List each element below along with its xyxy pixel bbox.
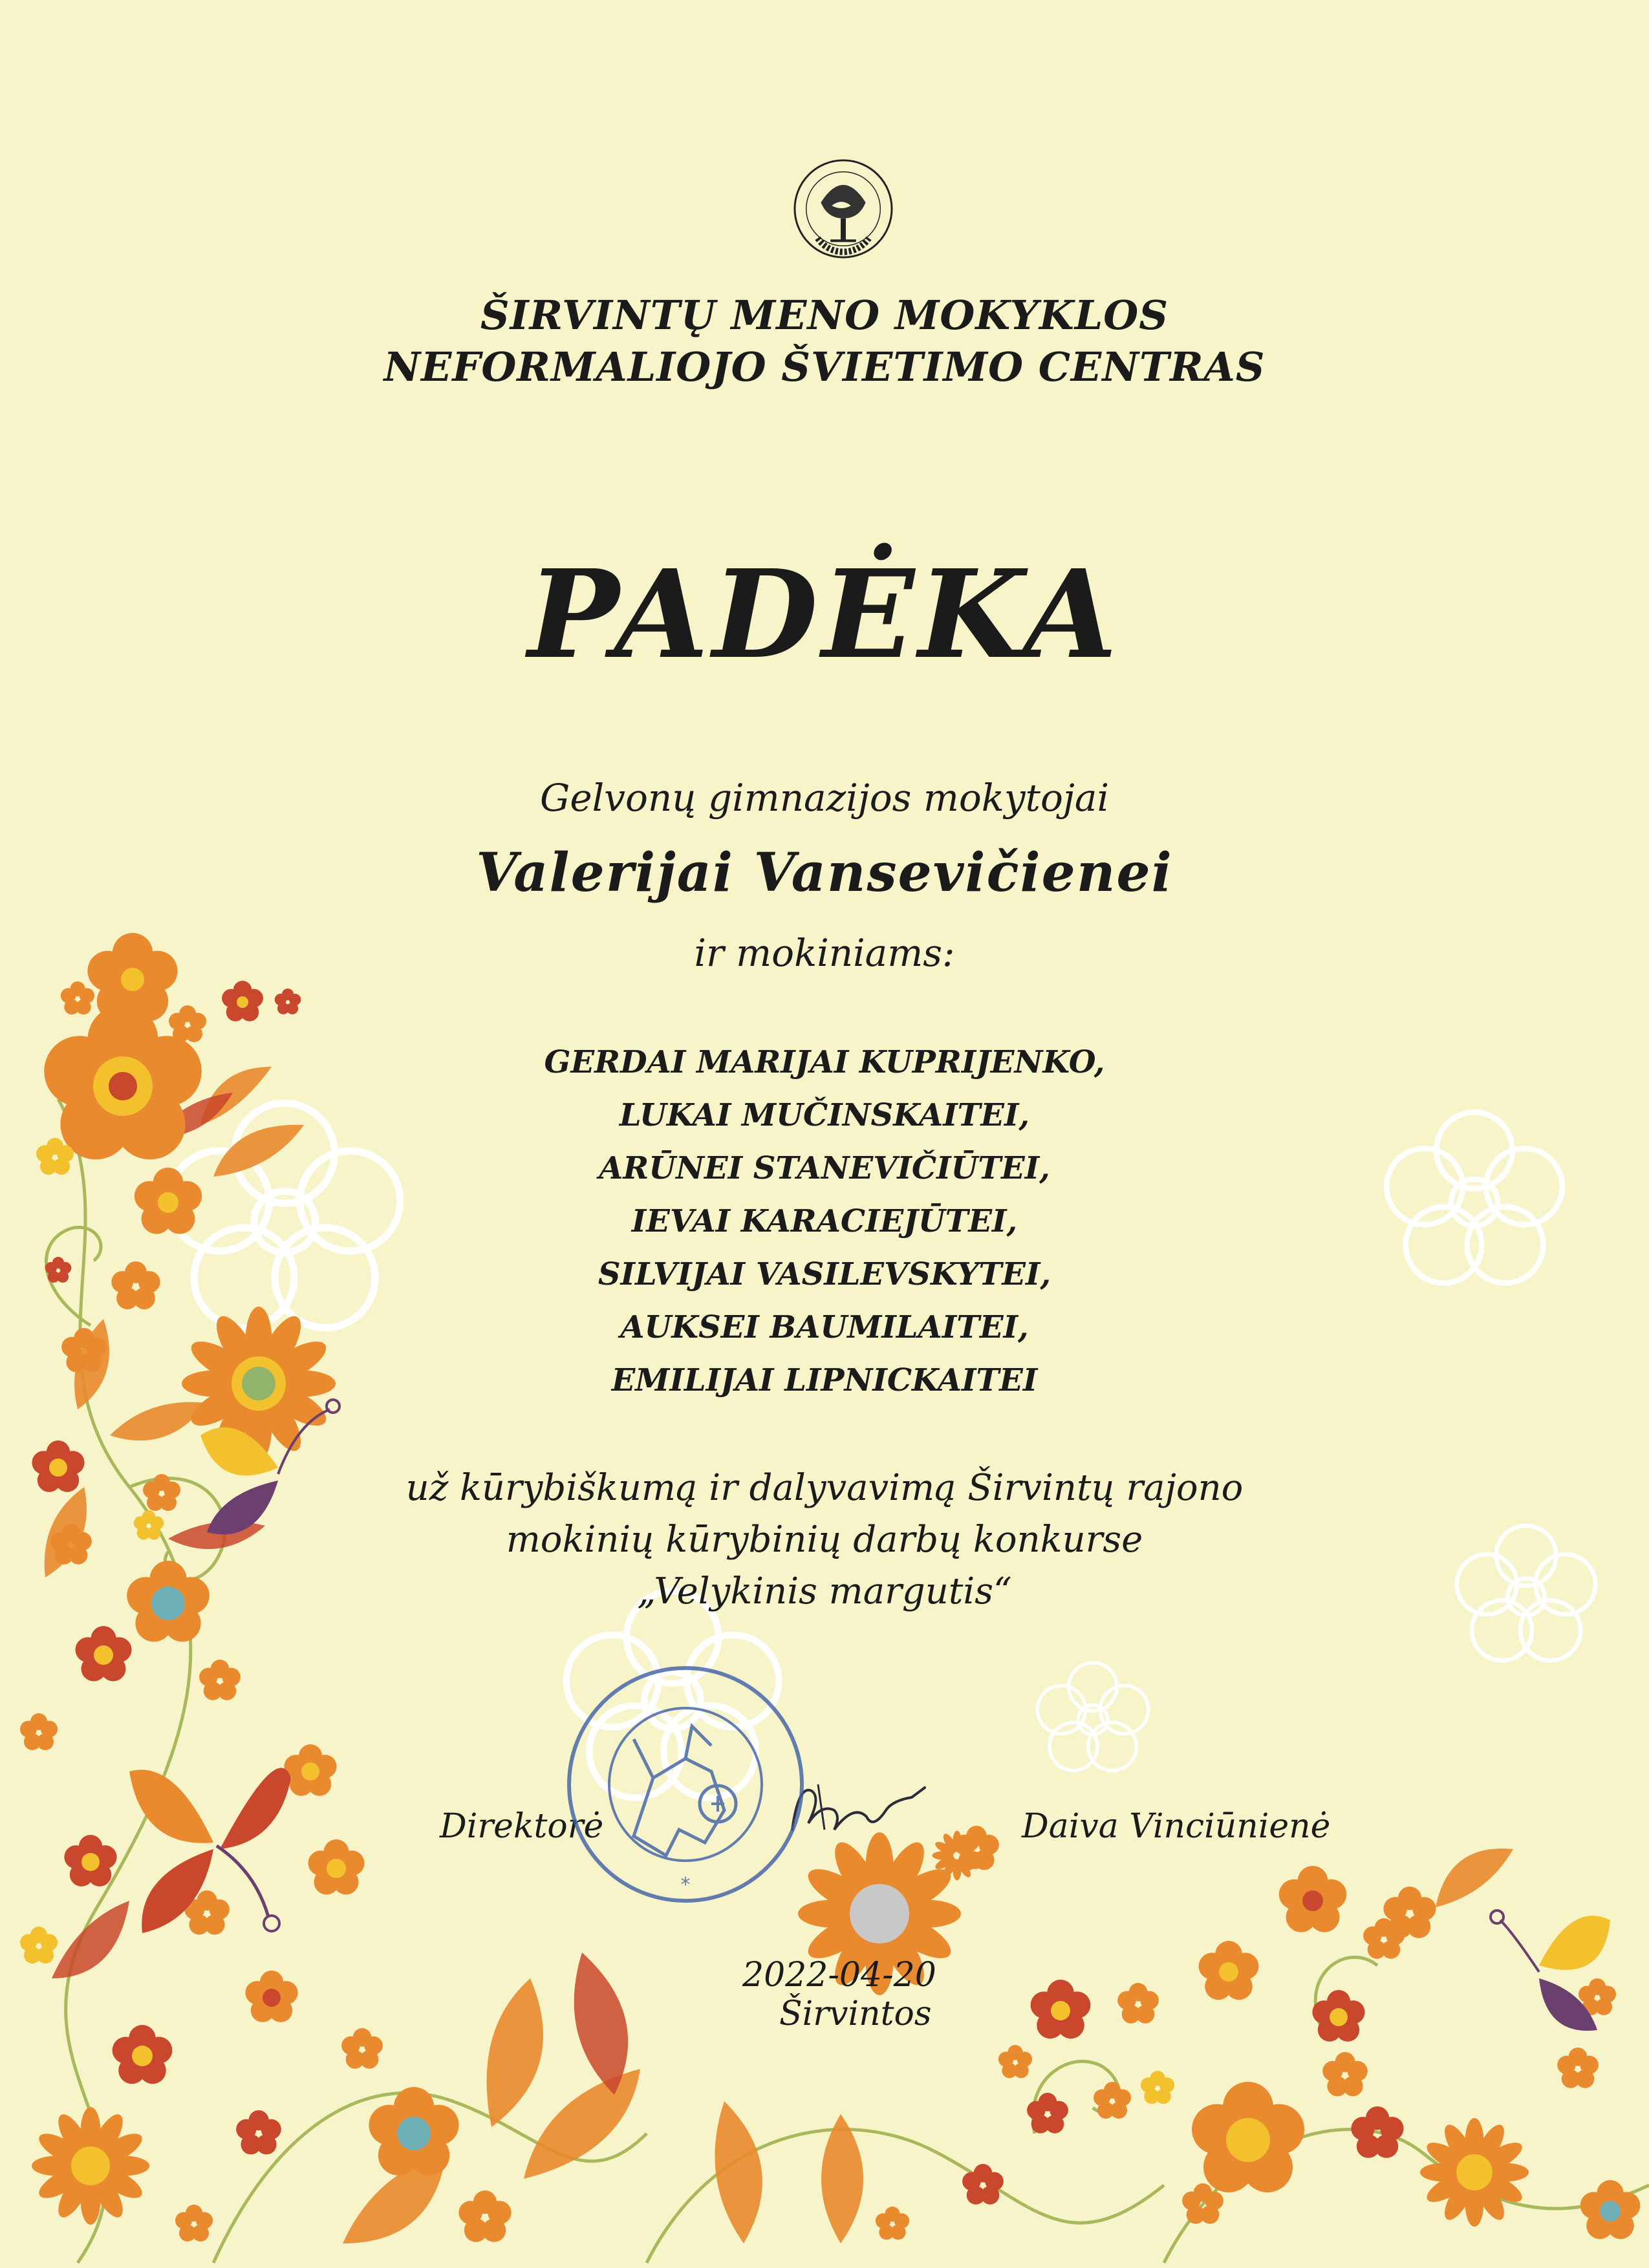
- school-emblem: [792, 158, 894, 260]
- student-name: SILVIJAI VASILEVSKYTEI,: [598, 1256, 1051, 1292]
- signer-role: Direktorė: [440, 1807, 604, 1846]
- students-intro: ir mokiniams:: [694, 931, 955, 975]
- signer-name: Daiva Vinciūnienė: [1022, 1807, 1331, 1846]
- recipient-intro: Gelvonų gimnazijos mokytojai: [539, 776, 1110, 820]
- student-name: LUKAI MUČINSKAITEI,: [619, 1097, 1030, 1133]
- svg-text:*: *: [680, 1874, 691, 1896]
- student-name: ARŪNEI STANEVIČIŪTEI,: [599, 1150, 1050, 1186]
- organization-line-1: ŠIRVINTŲ MENO MOKYKLOS: [480, 292, 1169, 339]
- issue-date: 2022-04-20: [742, 1956, 936, 1995]
- reason-text: [0, 1462, 1649, 1618]
- reason-line-1: už kūrybiškumą ir dalyvavimą Širvintų rajono: [405, 1467, 1244, 1509]
- students-list: [0, 1036, 1649, 1407]
- recipient-name: Valerijai Vansevičienei: [476, 842, 1173, 904]
- reason-line-3: „Velykinis margutis“: [637, 1570, 1012, 1612]
- organization-line-2: NEFORMALIOJO ŠVIETIMO CENTRAS: [383, 343, 1266, 390]
- reason-line-2: mokinių kūrybinių darbų konkurse: [506, 1519, 1143, 1561]
- issue-place: Širvintos: [779, 1995, 932, 2033]
- student-name: IEVAI KARACIEJŪTEI,: [631, 1203, 1018, 1239]
- official-stamp: [556, 1655, 815, 1914]
- student-name: GERDAI MARIJAI KUPRIJENKO,: [544, 1044, 1105, 1080]
- student-name: EMILIJAI LIPNICKAITEI: [611, 1362, 1038, 1398]
- certificate-title: PADĖKA: [528, 543, 1121, 686]
- student-name: AUKSEI BAUMILAITEI,: [620, 1309, 1029, 1345]
